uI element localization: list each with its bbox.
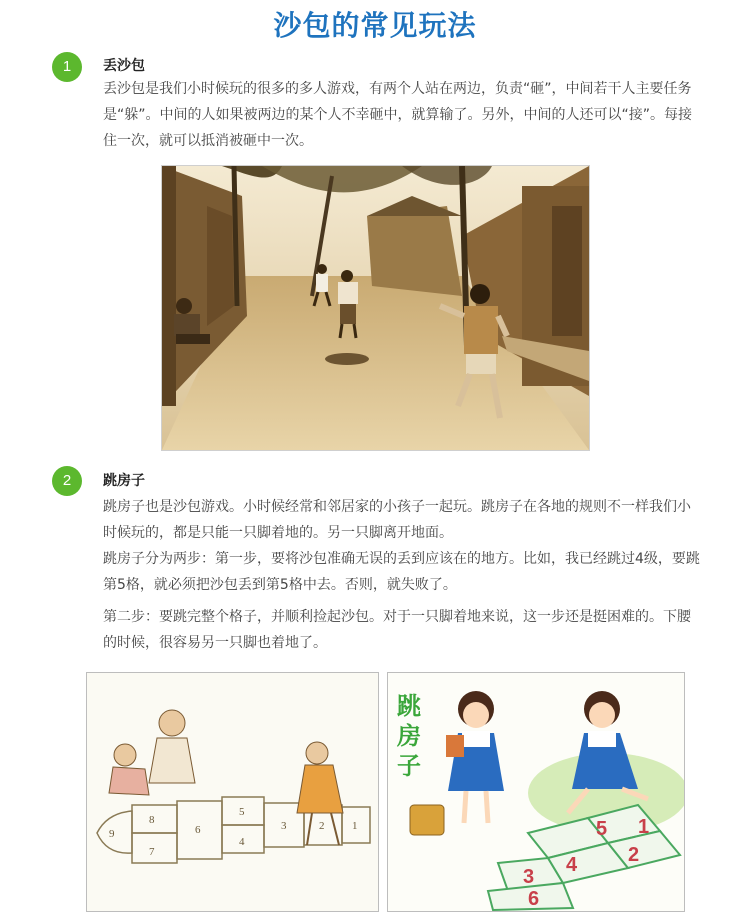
- section-1-paragraph: 丢沙包是我们小时候玩的很多的多人游戏，有两个人站在两边，负责“砸”，中间若干人主要任务是“躲”。中间的人如果被两边的某个人不幸砸中，就算输了。另外，中间的人还可以“接”。每接住一次，就可以抵消被砸中一次。: [103, 81, 693, 149]
- hopscotch-color-illustration: [387, 672, 685, 912]
- grid-number-3: 3: [523, 866, 535, 888]
- page-title: 沙包的常见玩法: [273, 9, 477, 42]
- hopscotch-color-image: [388, 673, 684, 911]
- grid-number-9: 9: [109, 828, 115, 840]
- section-number-badge-1: 1: [52, 52, 82, 82]
- grid-number-5: 5: [239, 806, 245, 818]
- grid-number-1: 1: [352, 820, 358, 832]
- section-2-paragraph-3: 第二步：要跳完整个格子，并顺利捡起沙包。对于一只脚着地来说，这一步还是挺困难的。下腰的时候，很容易另一只脚也着地了。: [103, 609, 691, 651]
- section-2-paragraph-2: 跳房子分为两步：第一步，要将沙包准确无误的丢到应该在的地方。比如，我已经跳过4级，要跳第5格，就必须把沙包丢到第5格中去。否则，就失败了。: [103, 551, 700, 593]
- grid-number-4: 4: [566, 854, 578, 876]
- grid-number-1: 1: [638, 816, 650, 838]
- grid-number-5: 5: [596, 818, 608, 840]
- section-2-paragraph-1: 跳房子也是沙包游戏。小时候经常和邻居家的小孩子一起玩。跳房子在各地的规则不一样我们小时候玩的，都是只能一只脚着地的。另一只脚离开地面。: [103, 499, 691, 541]
- street-photo-image: [162, 166, 589, 450]
- grid-number-7: 7: [149, 846, 155, 858]
- section-heading-1: 丢沙包: [103, 58, 145, 74]
- grid-number-4: 4: [239, 836, 245, 848]
- section-heading-2: 跳房子: [103, 473, 145, 489]
- grid-number-6: 6: [528, 888, 540, 910]
- grid-number-3: 3: [281, 820, 287, 832]
- grid-number-2: 2: [628, 844, 640, 866]
- hopscotch-sketch-illustration: [86, 672, 379, 912]
- grid-number-2: 2: [319, 820, 325, 832]
- hopscotch-sketch-image: [87, 673, 378, 911]
- street-photo: [161, 165, 590, 451]
- illustration-caption: 跳房子: [397, 692, 421, 780]
- grid-number-6: 6: [195, 824, 201, 836]
- section-number-badge-2: 2: [52, 466, 82, 496]
- grid-number-8: 8: [149, 814, 155, 826]
